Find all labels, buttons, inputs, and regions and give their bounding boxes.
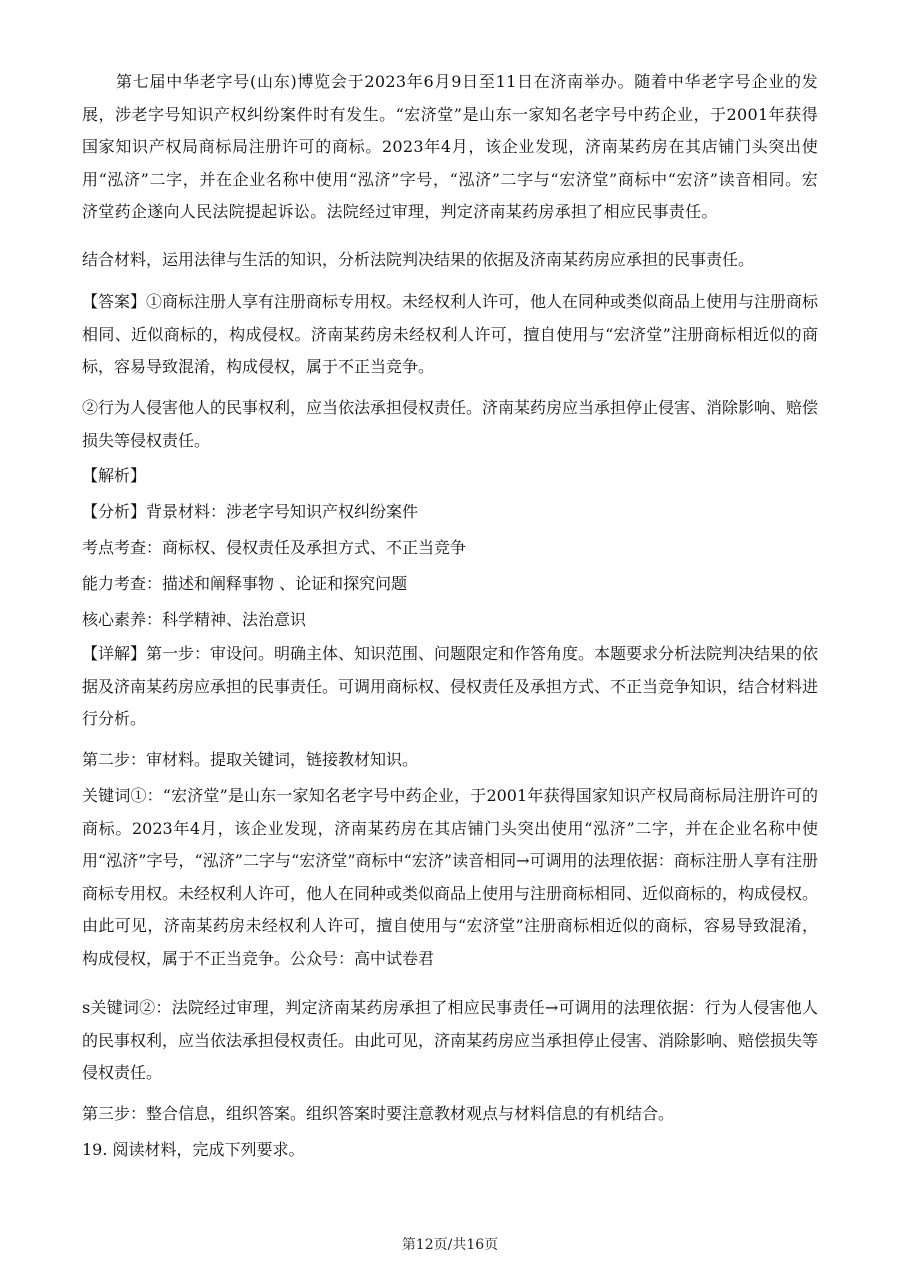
answer-point-2: ②行为人侵害他人的民事权利，应当依法承担侵权责任。济南某药房应当承担停止侵害、消除影响、赔偿损失等侵权责任。	[82, 398, 819, 450]
detail-step-3: 第三步：整合信息，组织答案。组织答案时要注意教材观点与材料信息的有机结合。	[82, 1104, 675, 1123]
keyword-2: s关键词②：法院经过审理，判定济南某药房承担了相应民事责任→可调用的法理依据：行为人侵害他人的民事权利，应当依法承担侵权责任。由此可见，济南某药房应当承担停止侵害、消除影响、赔偿损失等侵权责任。	[82, 998, 819, 1082]
exam-points: 考点考查：商标权、侵权责任及承担方式、不正当竞争	[82, 538, 467, 557]
question-text: 结合材料，运用法律与生活的知识，分析法院判决结果的依据及济南某药房应承担的民事责任。	[82, 250, 755, 269]
detail-step-1: 【详解】第一步：审设问。明确主体、知识范围、问题限定和作答角度。本题要求分析法院判决结果的依据及济南某药房应承担的民事责任。可调用商标权、侵权责任及承担方式、不正当竞争知识，结合材料进行分析。	[82, 644, 819, 728]
answer-point-1: 【答案】①商标注册人享有注册商标专用权。未经权利人许可，他人在同种或类似商品上使用与注册商标相同、近似商标的，构成侵权。济南某药房未经权利人许可，擅自使用与“宏济堂”注册商标相近似的商标，容易导致混淆，构成侵权，属于不正当竞争。	[82, 292, 819, 376]
core-literacy: 核心素养：科学精神、法治意识	[82, 610, 307, 629]
question-19: 19. 阅读材料，完成下列要求。	[82, 1140, 305, 1159]
detail-step-2: 第二步：审材料。提取关键词，链接教材知识。	[82, 750, 419, 769]
analysis-background: 【分析】背景材料：涉老字号知识产权纠纷案件	[82, 502, 419, 521]
analysis-heading: 【解析】	[82, 466, 147, 485]
material-paragraph: 第七届中华老字号(山东)博览会于2023年6月9日至11日在济南举办。随着中华老字号企业的发展，涉老字号知识产权纠纷案件时有发生。“宏济堂”是山东一家知名老字号中药企业，于2001年获得国家知识产权局商标局注册许可的商标。2023年4月，该企业发现，济南某药房在其店铺门头突出使用“泓济”二字，并在企业名称中使用“泓济”字号，“泓济”二字与“宏济堂”商标中“宏济”读音相同。宏济堂药企遂向人民法院提起诉讼。法院经过审理，判定济南某药房承担了相应民事责任。	[82, 72, 818, 221]
page-number-footer: 第12页/共16页	[401, 1237, 499, 1253]
keyword-1: 关键词①：“宏济堂”是山东一家知名老字号中药企业，于2001年获得国家知识产权局商标局注册许可的商标。2023年4月，该企业发现，济南某药房在其店铺门头突出使用“泓济”二字，并在企业名称中使用“泓济”字号，“泓济”二字与“宏济堂”商标中“宏济”读音相同→可调用的法理依据：商标注册人享有注册商标专用权。未经权利人许可，他人在同种或类似商品上使用与注册商标相同、近似商标的，构成侵权。由此可见，济南某药房未经权利人许可，擅自使用与“宏济堂”注册商标相近似的商标，容易导致混淆，构成侵权，属于不正当竞争。公众号：高中试卷君	[82, 786, 819, 968]
ability-points: 能力考查：描述和阐释事物 、论证和探究问题	[82, 574, 408, 593]
